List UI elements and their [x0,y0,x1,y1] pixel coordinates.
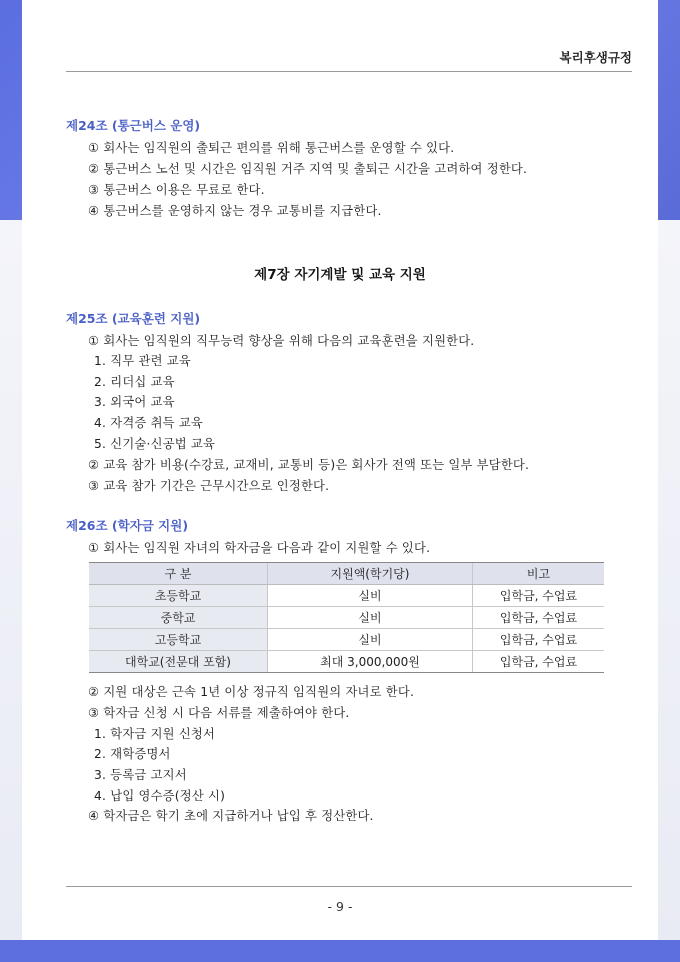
table-cell: 중학교 [89,607,268,629]
article-26-subitem: 2. 재학증명서 [94,747,171,761]
table-row [89,629,604,651]
article-26-item: ③ 학자금 신청 시 다음 서류를 제출하여야 한다. [88,706,350,720]
table-row [89,607,604,629]
table-cell: 입학금, 수업료 [473,607,605,629]
article-26-title: 제26조 (학자금 지원) [66,518,189,533]
article-24-item: ③ 통근버스 이용은 무료로 한다. [88,183,265,197]
document-page [22,0,658,940]
table-cell: 최대 3,000,000원 [268,651,473,673]
article-25-item: ② 교육 참가 비용(수강료, 교재비, 교통비 등)은 회사가 전액 또는 일부 부담한다. [88,458,530,472]
article-25-item: ① 회사는 임직원의 직무능력 향상을 위해 다음의 교육훈련을 지원한다. [88,334,475,348]
table-cell: 실비 [268,585,473,607]
tuition-support-table [89,562,604,673]
article-25-subitem: 1. 직무 관련 교육 [94,354,191,368]
background-bottom-band [0,940,680,962]
table-cell: 입학금, 수업료 [473,629,605,651]
table-header-cell: 지원액(학기당) [268,563,473,585]
article-24-item: ① 회사는 임직원의 출퇴근 편의를 위해 통근버스를 운영할 수 있다. [88,141,455,155]
header-divider [66,71,632,72]
table-cell: 초등학교 [89,585,268,607]
table-row [89,585,604,607]
article-25-subitem: 4. 자격증 취득 교육 [94,416,204,430]
table-cell: 입학금, 수업료 [473,651,605,673]
article-25-subitem: 3. 외국어 교육 [94,395,175,409]
article-24-title: 제24조 (통근버스 운영) [66,118,201,133]
table-cell: 대학교(전문대 포함) [89,651,268,673]
article-26-item: ④ 학자금은 학기 초에 지급하거나 납입 후 정산한다. [88,809,374,823]
article-25-item: ③ 교육 참가 기간은 근무시간으로 인정한다. [88,479,330,493]
chapter-title: 제7장 자기계발 및 교육 지원 [254,267,426,283]
article-25-subitem: 2. 리더십 교육 [94,375,175,389]
table-header-cell: 구 분 [89,563,268,585]
article-25-title: 제25조 (교육훈련 지원) [66,311,201,326]
table-header-row [89,563,604,585]
article-24-item: ④ 통근버스를 운영하지 않는 경우 교통비를 지급한다. [88,204,382,218]
article-25-subitem: 5. 신기술·신공법 교육 [94,437,216,451]
article-26-subitem: 4. 납입 영수증(정산 시) [94,789,226,803]
table-cell: 고등학교 [89,629,268,651]
article-24-item: ② 통근버스 노선 및 시간은 임직원 거주 지역 및 출퇴근 시간을 고려하여 정한다. [88,162,528,176]
table-cell: 입학금, 수업료 [473,585,605,607]
table-cell: 실비 [268,629,473,651]
article-26-subitem: 1. 학자금 지원 신청서 [94,727,216,741]
article-26-item: ① 회사는 임직원 자녀의 학자금을 다음과 같이 지원할 수 있다. [88,541,431,555]
article-26-subitem: 3. 등록금 고지서 [94,768,187,782]
footer-divider [66,886,632,887]
page-number: - 9 - [327,899,353,914]
table-header-cell: 비고 [473,563,605,585]
running-header: 복리후생규정 [559,50,632,65]
table-row [89,651,604,673]
table-cell: 실비 [268,607,473,629]
article-26-item: ② 지원 대상은 근속 1년 이상 정규직 임직원의 자녀로 한다. [88,685,415,699]
